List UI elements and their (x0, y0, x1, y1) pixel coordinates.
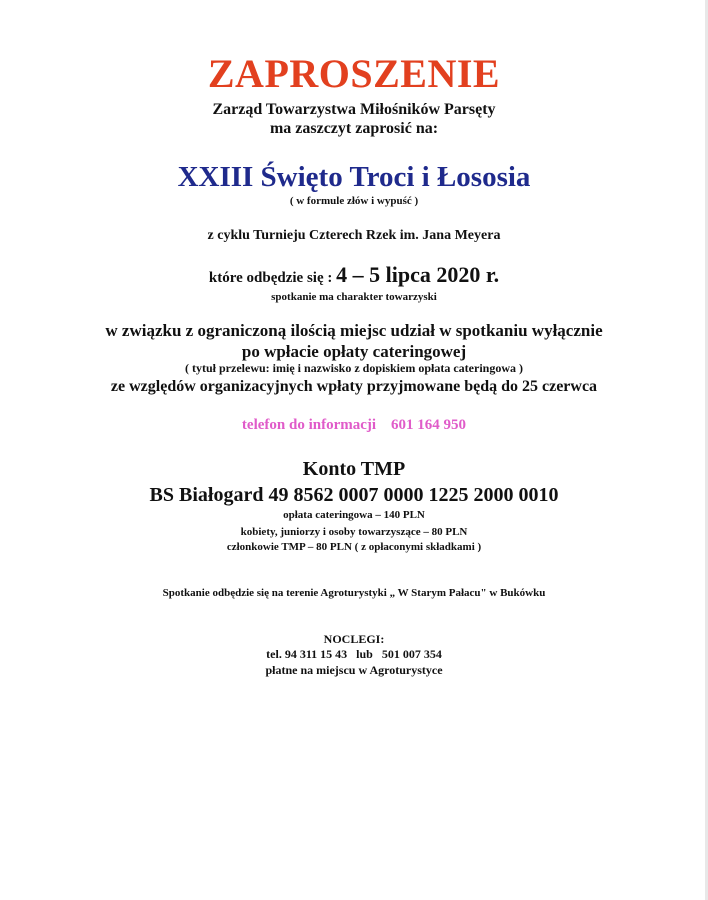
organizer-line-2: ma zaszczyt zaprosić na: (269, 120, 439, 137)
dates-prefix: które odbędzie się : (208, 270, 337, 286)
fee-item: członkowie TMP – 80 PLN ( z opłaconymi składkami ) (226, 541, 482, 553)
event-location: Spotkanie odbędzie się na terenie Agroturystyki „ W Starym Pałacu" w Bukówku (162, 587, 546, 599)
event-dates: 4 – 5 lipca 2020 r. (336, 262, 500, 287)
lodging-phone: tel. 94 311 15 43 lub 501 007 354 (266, 647, 442, 661)
phone-info: telefon do informacji 601 164 950 (241, 417, 467, 433)
lodging-title: NOCLEGI: (323, 632, 385, 646)
account-title: Konto TMP (302, 458, 406, 480)
notice-line-1: w związku z ograniczoną ilością miejsc udział w spotkaniu wyłącznie (105, 321, 603, 340)
organizer-line-1: Zarząd Towarzystwa Miłośników Parsęty (212, 101, 496, 118)
fee-item: kobiety, juniorzy i osoby towarzyszące – 80 PLN (240, 526, 468, 538)
invitation-title: ZAPROSZENIE (207, 51, 501, 96)
event-cycle: z cyklu Turnieju Czterech Rzek im. Jana Meyera (207, 228, 501, 243)
event-name: XXIII Święto Troci i Łososia (177, 161, 531, 193)
transfer-title-note: ( tytuł przelewu: imię i nazwisko z dopiskiem opłata cateringowa ) (185, 361, 523, 375)
account-number: BS Białogard 49 8562 0007 0000 1225 2000 0010 (149, 484, 559, 506)
notice-line-2: po wpłacie opłaty cateringowej (241, 342, 467, 361)
lodging-payment: płatne na miejscu w Agroturystyce (265, 663, 443, 677)
meeting-character: spotkanie ma charakter towarzyski (271, 291, 437, 303)
fee-item: opłata cateringowa – 140 PLN (283, 509, 425, 521)
event-dates-line (0, 264, 708, 286)
payment-deadline: ze względów organizacyjnych wpłaty przyjmowane będą do 25 czerwca (110, 378, 598, 395)
event-formula: ( w formule złów i wypuść ) (289, 195, 419, 207)
